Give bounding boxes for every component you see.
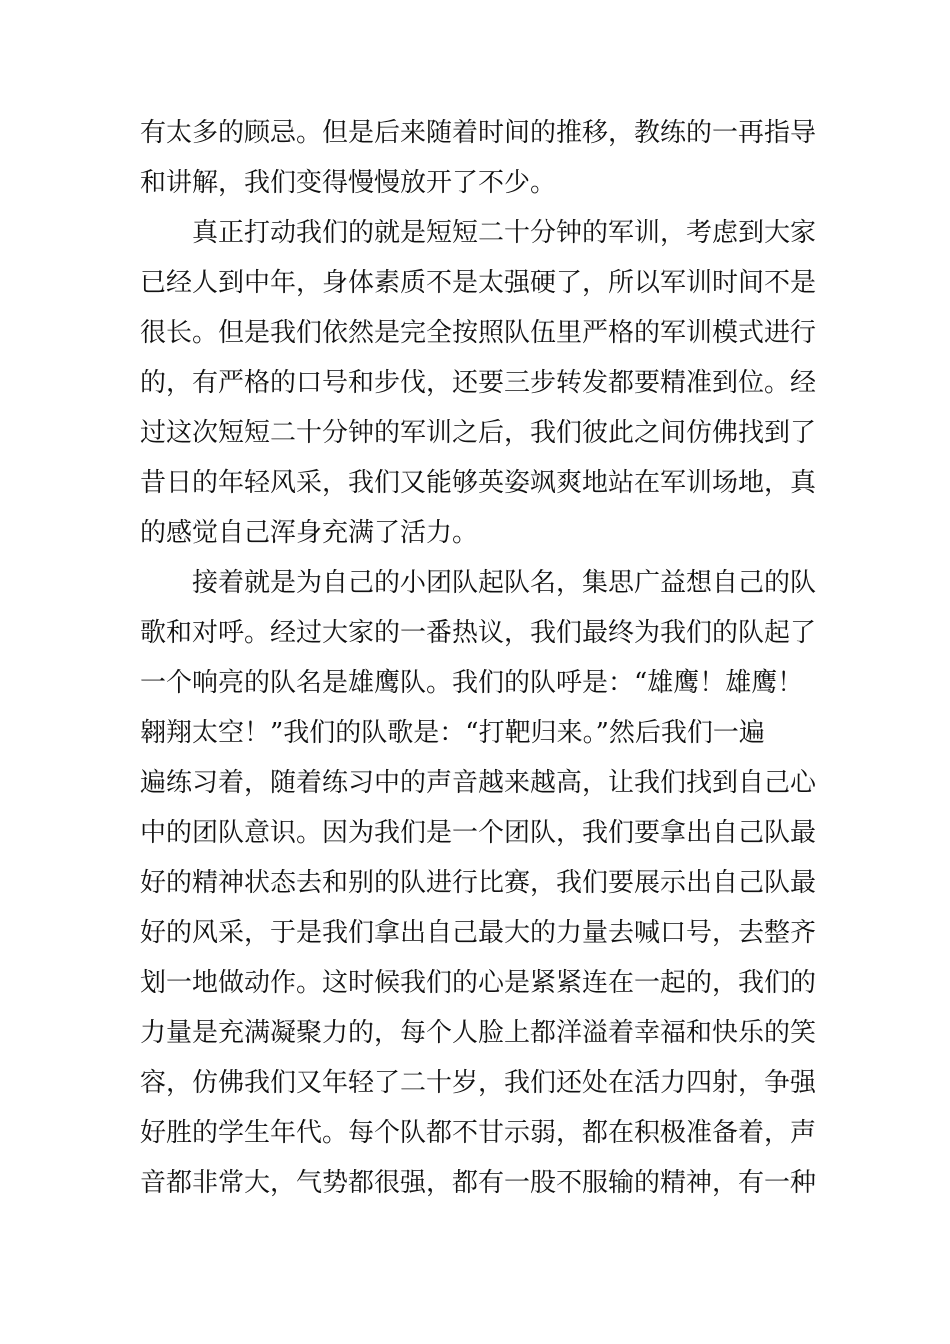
- text-line: 歌和对呼。经过大家的一番热议，我们最终为我们的队起了: [140, 618, 817, 648]
- text-line: 昔日的年轻风采，我们又能够英姿飒爽地站在军训场地，真: [140, 468, 817, 498]
- text-line: 真正打动我们的就是短短二十分钟的军训，考虑到大家: [192, 218, 817, 248]
- document-body: [140, 108, 821, 1208]
- paragraph-2: [140, 208, 821, 558]
- text-line: 好胜的学生年代。每个队都不甘示弱，都在积极准备着，声: [140, 1118, 817, 1148]
- text-line: 容，仿佛我们又年轻了二十岁，我们还处在活力四射，争强: [140, 1068, 817, 1098]
- text-line: 一个响亮的队名是雄鹰队。我们的队呼是：“雄鹰！雄鹰！: [140, 668, 804, 698]
- text-line: 和讲解，我们变得慢慢放开了不少。: [140, 168, 557, 198]
- text-line: 音都非常大，气势都很强，都有一股不服输的精神，有一种: [140, 1168, 817, 1198]
- text-line: 已经人到中年，身体素质不是太强硬了，所以军训时间不是: [140, 268, 817, 298]
- text-line: 接着就是为自己的小团队起队名，集思广益想自己的队: [192, 568, 817, 598]
- text-line: 过这次短短二十分钟的军训之后，我们彼此之间仿佛找到了: [140, 418, 817, 448]
- text-line: 力量是充满凝聚力的，每个人脸上都洋溢着幸福和快乐的笑: [140, 1018, 817, 1048]
- text-line: 的，有严格的口号和步伐，还要三步转发都要精准到位。经: [140, 368, 817, 398]
- text-line: 翱翔太空！”我们的队歌是：“打靶归来。”然后我们一遍: [140, 718, 765, 748]
- text-line: 的感觉自己浑身充满了活力。: [140, 518, 479, 548]
- text-line: 好的精神状态去和别的队进行比赛，我们要展示出自己队最: [140, 868, 817, 898]
- paragraph-3: [140, 558, 821, 1208]
- text-line: 划一地做动作。这时候我们的心是紧紧连在一起的，我们的: [140, 968, 817, 998]
- paragraph-1: [140, 108, 821, 208]
- text-line: 有太多的顾忌。但是后来随着时间的推移，教练的一再指导: [140, 118, 817, 148]
- text-line: 中的团队意识。因为我们是一个团队，我们要拿出自己队最: [140, 818, 817, 848]
- text-line: 好的风采，于是我们拿出自己最大的力量去喊口号，去整齐: [140, 918, 817, 948]
- text-line: 很长。但是我们依然是完全按照队伍里严格的军训模式进行: [140, 318, 817, 348]
- text-line: 遍练习着，随着练习中的声音越来越高，让我们找到自己心: [140, 768, 817, 798]
